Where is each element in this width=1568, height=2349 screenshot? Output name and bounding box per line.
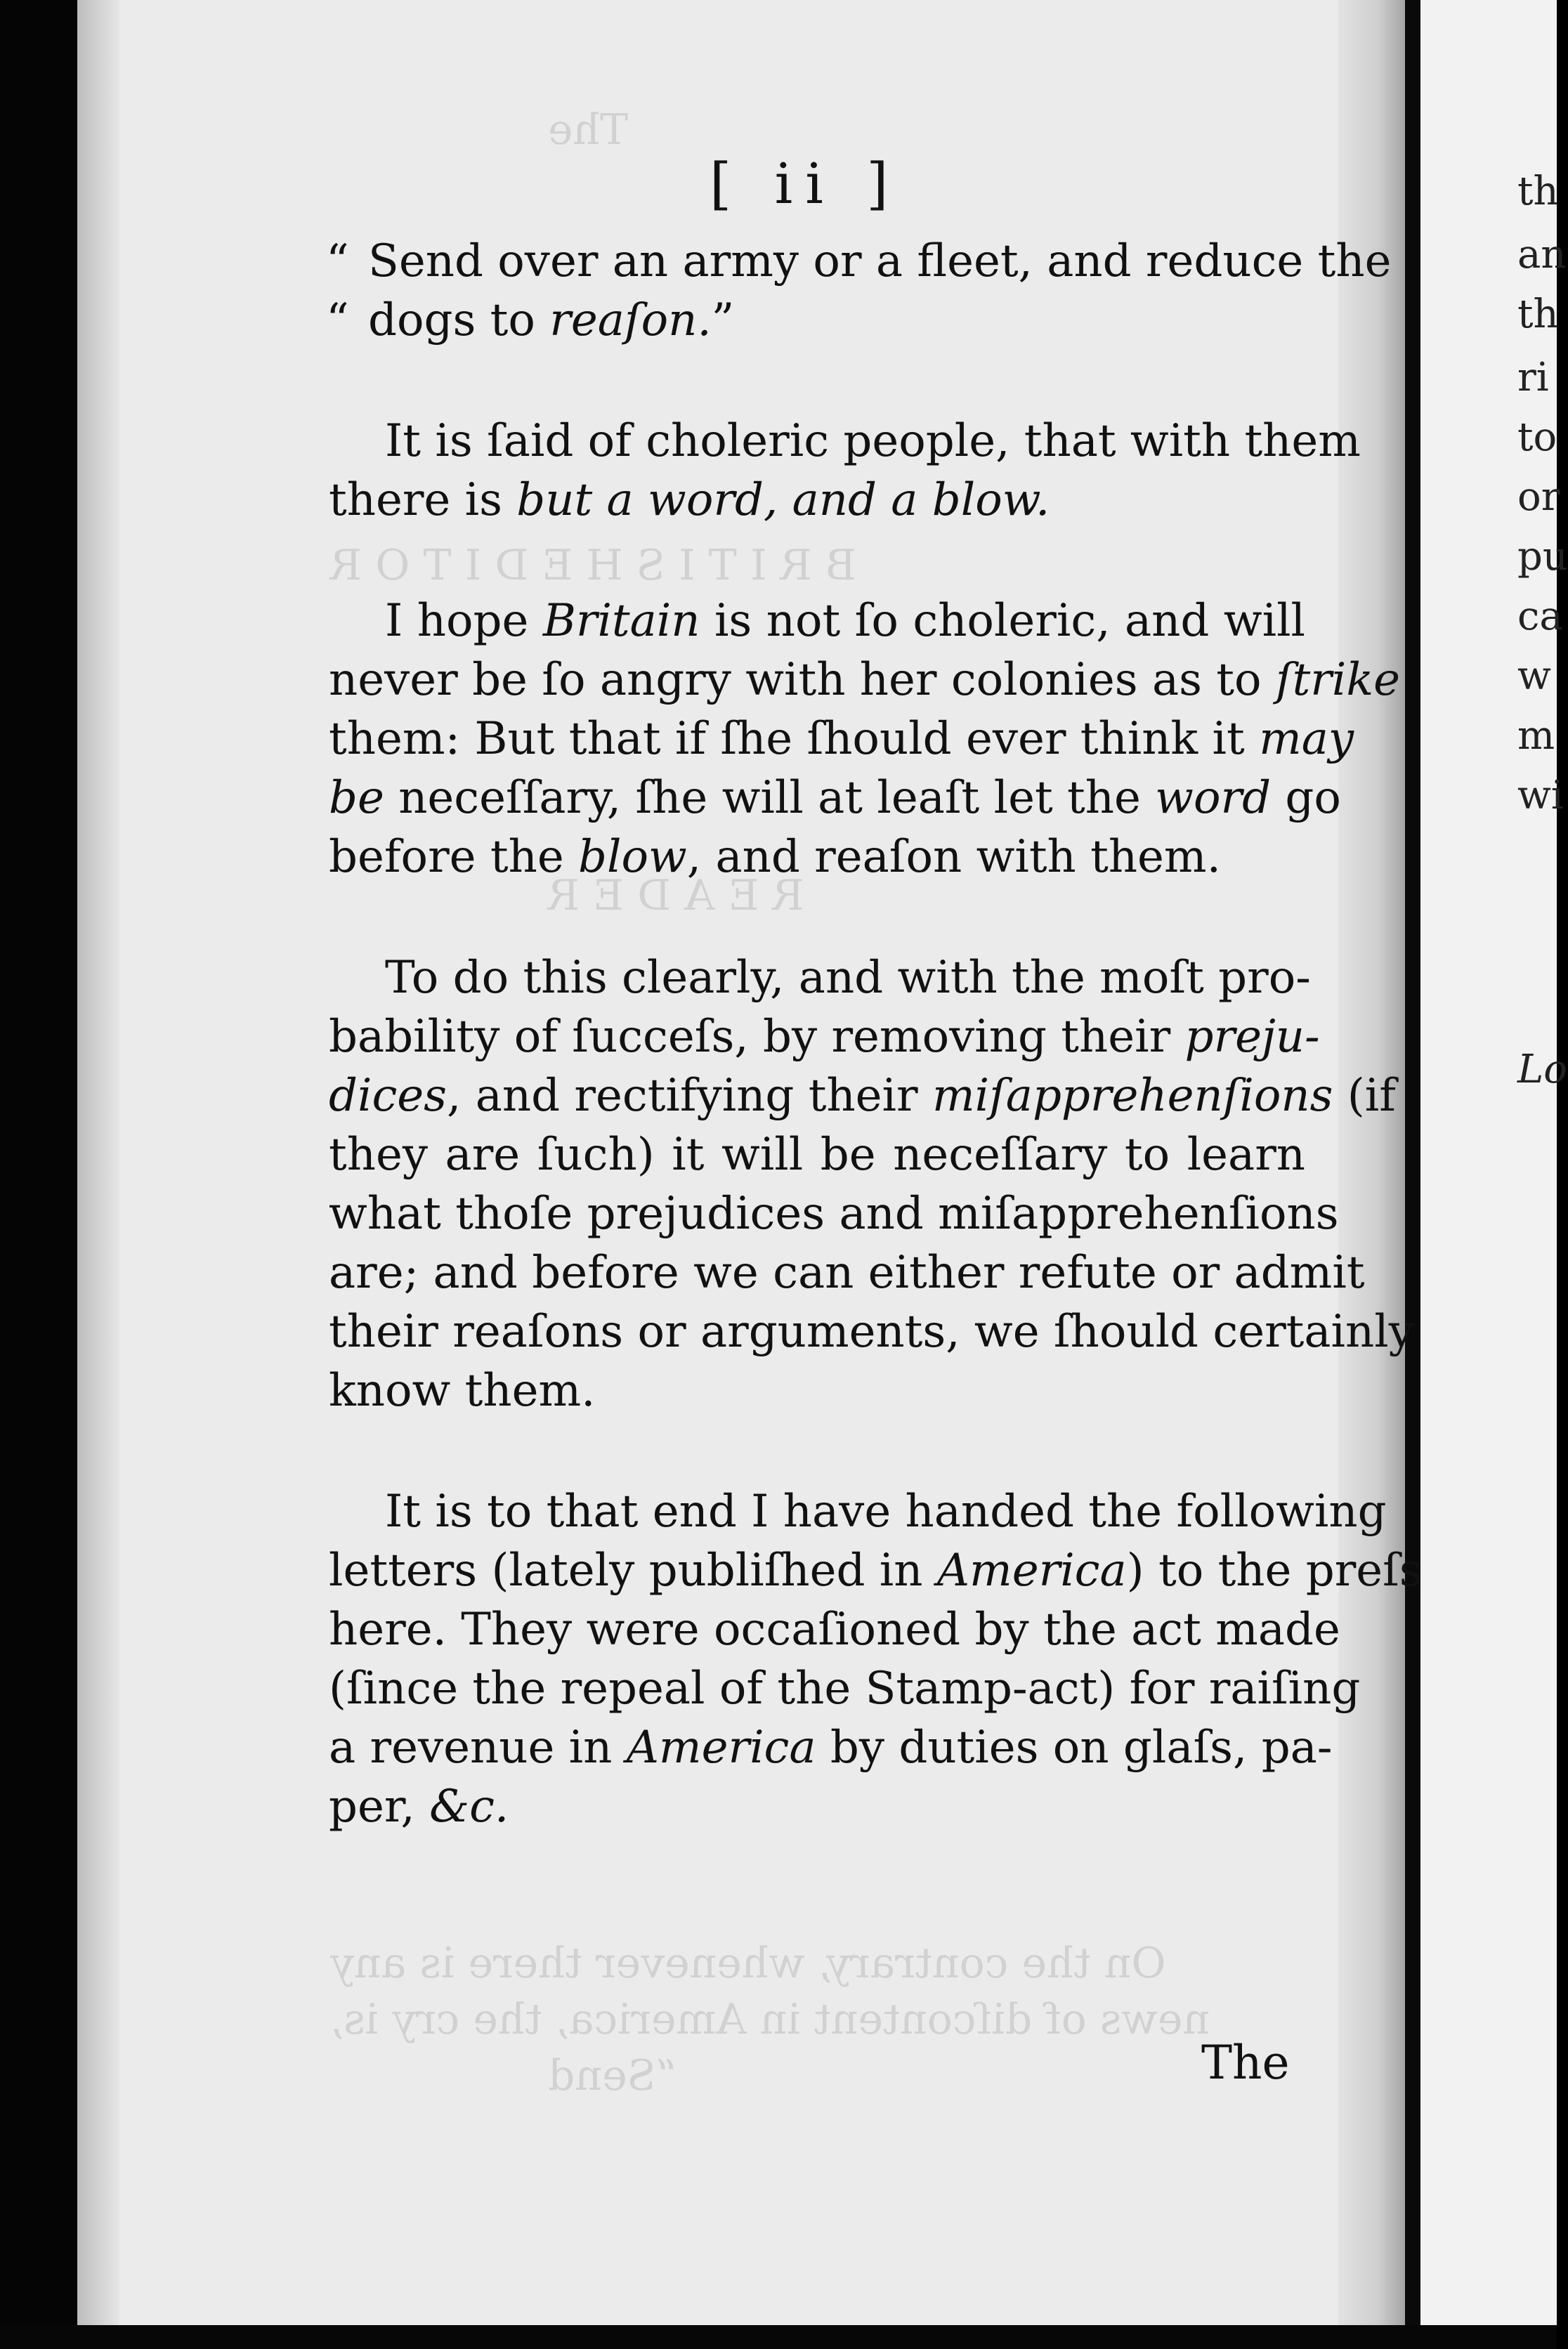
text-segment: them: But that if ſhe ſhould ever think it: [329, 713, 1260, 765]
binding-fold: [1405, 0, 1420, 2349]
facing-page-fragment: wi: [1517, 773, 1564, 818]
text-segment: there is: [329, 474, 517, 526]
italic-text: Britain: [542, 595, 700, 647]
facing-page-fragment: to: [1517, 414, 1557, 460]
text-segment: bability of ſucceſs, by removing their: [329, 1011, 1185, 1063]
text-segment: ) to the preſs: [1126, 1545, 1423, 1597]
text-line: [329, 591, 1305, 650]
italic-text: ſtrike: [1275, 654, 1400, 706]
text-line: [329, 1361, 1305, 1420]
text-line: [329, 471, 1305, 530]
text-line: [329, 948, 1311, 1007]
facing-page-fragment: or: [1517, 474, 1560, 520]
paragraph: [326, 232, 1392, 350]
italic-text: America: [626, 1722, 816, 1774]
text-line: [329, 650, 1400, 709]
bleed-through-line: The: [548, 105, 629, 155]
text-segment: know them.: [329, 1365, 596, 1417]
italic-text: reaſon.: [549, 294, 712, 346]
facing-page-fragment: Lo: [1517, 1047, 1567, 1092]
text-segment: It is to that end I have handed the following: [385, 1486, 1387, 1538]
italic-text: preju-: [1184, 1011, 1320, 1063]
text-segment: what thoſe prejudices and miſapprehenſions: [329, 1188, 1339, 1240]
open-quote-mark: “: [326, 294, 349, 346]
text-segment: are; and before we can either refute or admit: [329, 1247, 1365, 1299]
text-line: [329, 1777, 1305, 1836]
text-segment: neceſſary, ſhe will at leaſt let the: [384, 772, 1156, 824]
text-line: [329, 1243, 1365, 1302]
page-edge-shadow: [77, 0, 119, 2332]
bleed-through-line: “Send: [548, 2051, 678, 2100]
facing-page-fragment: ri: [1517, 355, 1549, 400]
facing-page-fragment: w: [1517, 653, 1551, 699]
body-text: [326, 232, 1423, 1836]
text-line: [329, 1184, 1339, 1243]
bleed-through-line: On the contrary, whenever there is any: [330, 1939, 1166, 1988]
text-segment: they are ſuch) it will be neceſſary to learn: [329, 1129, 1305, 1181]
text-segment: never be ſo angry with her colonies as to: [329, 654, 1276, 706]
italic-text: but a word, and a blow.: [516, 474, 1050, 526]
text-segment: , and reaſon with them.: [686, 831, 1221, 883]
text-segment: is not ſo choleric, and will: [700, 595, 1305, 647]
text-segment: To do this clearly, and with the moſt pro-: [385, 952, 1311, 1004]
text-segment: before the: [329, 831, 579, 883]
text-segment: , and rectifying their: [447, 1070, 932, 1122]
italic-text: be: [329, 772, 384, 824]
facing-page-fragment: an: [1517, 232, 1567, 277]
text-line: [326, 232, 1392, 291]
facing-page-fragment: ca: [1517, 594, 1563, 639]
page-number-header: [ ii ]: [710, 151, 901, 216]
text-segment: go: [1271, 772, 1341, 824]
text-segment: by duties on glaſs, pa-: [816, 1722, 1333, 1774]
italic-text: &c.: [429, 1781, 509, 1833]
text-segment: letters (lately publiſhed in: [329, 1545, 937, 1597]
bleed-through-line: B R I T I S H E D I T O R: [330, 541, 856, 590]
italic-text: word: [1155, 772, 1272, 824]
facing-page-fragment: m: [1517, 713, 1555, 759]
paragraph: [329, 412, 1361, 530]
facing-page-fragment: pu: [1517, 534, 1568, 580]
open-quote-mark: “: [326, 235, 349, 287]
text-line: [329, 412, 1361, 471]
text-line: [329, 1541, 1423, 1600]
italic-text: dices: [329, 1070, 447, 1122]
text-segment: here. They were occaſioned by the act made: [329, 1604, 1340, 1656]
text-segment: their reaſons or arguments, we ſhould certainly: [329, 1306, 1414, 1358]
bleed-through-line: news of diſcontent in America, the cry is,: [330, 1995, 1210, 2044]
facing-page-fragment: th: [1517, 292, 1559, 337]
text-line: [329, 1600, 1340, 1659]
text-line: [329, 1302, 1414, 1361]
italic-text: miſapprehenſions: [932, 1070, 1333, 1122]
text-line: [329, 1659, 1361, 1718]
text-segment: per,: [329, 1781, 430, 1833]
paragraph: [329, 1482, 1423, 1836]
scan-bottom-edge: [0, 2325, 1557, 2349]
text-segment: (ſince the repeal of the Stamp-act) for raiſing: [329, 1663, 1361, 1715]
text-line: [329, 1007, 1320, 1066]
text-line: [329, 1125, 1305, 1184]
text-line: [329, 768, 1341, 827]
paragraph: [329, 948, 1414, 1420]
text-segment: (if: [1333, 1070, 1396, 1122]
text-line: [329, 1482, 1387, 1541]
catchword: The: [1201, 2036, 1290, 2090]
paragraph: [329, 591, 1400, 886]
text-line: [329, 1066, 1396, 1125]
text-segment: dogs to: [368, 294, 550, 346]
text-segment: It is ſaid of choleric people, that with them: [385, 415, 1361, 467]
italic-text: America: [936, 1545, 1127, 1597]
text-line: [329, 1718, 1333, 1777]
text-line: [326, 291, 1305, 350]
text-segment: Send over an army or a fleet, and reduce the: [368, 235, 1392, 287]
facing-page: [1420, 0, 1568, 2349]
bleed-through-line: R E A D E R: [548, 871, 804, 920]
italic-text: blow: [578, 831, 687, 883]
italic-text: may: [1259, 713, 1354, 765]
text-line: [329, 709, 1354, 768]
text-segment: a revenue in: [329, 1722, 627, 1774]
facing-page-fragment: th: [1517, 169, 1559, 214]
text-segment: I hope: [385, 595, 543, 647]
text-segment: ”: [711, 294, 735, 346]
text-line: [329, 827, 1305, 886]
